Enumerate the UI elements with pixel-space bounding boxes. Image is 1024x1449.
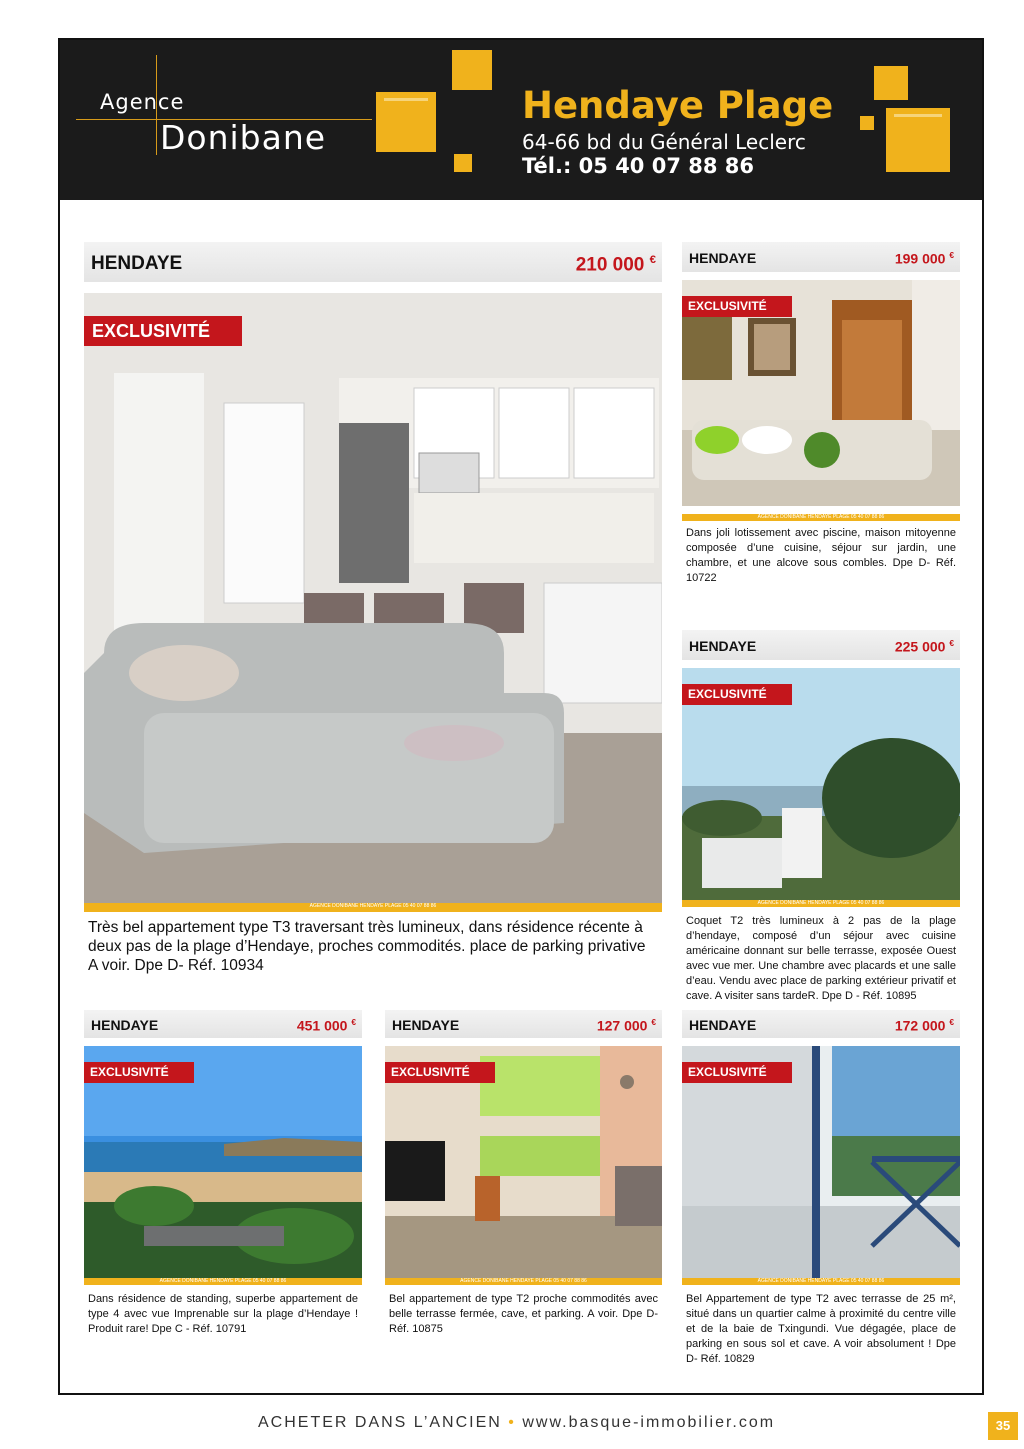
listing-bar	[84, 242, 662, 282]
photo-credit: AGENCE DONIBANE HENDAYE PLAGE 05 40 07 88 86	[385, 1278, 662, 1285]
listing-card[interactable]	[682, 1010, 960, 1380]
exclusivity-badge: EXCLUSIVITÉ	[84, 1062, 194, 1083]
listing-price: 127 000 €	[596, 1017, 656, 1034]
listing-description: Coquet T2 très lumineux à 2 pas de la plage d’hendaye, composé d’un séjour avec cuisine américaine donnant sur belle terrasse, exposée Ouest avec vue mer. Une chambre avec placards et une salle d’eau. Vendu avec place de parking extérieur privatif et cave. A visiter sans tardeR. Dpe D - Réf. 10895	[686, 915, 956, 1002]
office-phone: Tél.: 05 40 07 88 86	[522, 154, 755, 178]
listing-description: Très bel appartement type T3 traversant très lumineux, dans résidence récente à deux pas de la plage d’Hendaye, proches commodités. place de parking privative A voir. Dpe D- Réf. 10934	[88, 919, 646, 974]
photo-credit: AGENCE DONIBANE HENDAYE PLAGE 05 40 07 88 86	[682, 514, 960, 521]
listing-price: 451 000 €	[296, 1017, 356, 1034]
listing-city: HENDAYE	[689, 638, 757, 654]
listing-photo-beach[interactable]	[84, 1046, 362, 1278]
logo-square-small	[452, 50, 492, 90]
photo-credit: AGENCE DONIBANE HENDAYE PLAGE 05 40 07 88 86	[682, 900, 960, 907]
listing-city: HENDAYE	[392, 1017, 460, 1033]
agency-label: Agence	[100, 90, 185, 114]
listing-photo-kitchen[interactable]	[385, 1046, 662, 1278]
listing-card[interactable]	[84, 1010, 362, 1350]
logo-square-right-small	[874, 66, 908, 100]
exclusivity-badge: EXCLUSIVITÉ	[84, 316, 242, 346]
footer-website-link[interactable]: www.basque-immobilier.com	[522, 1414, 776, 1431]
exclusivity-badge: EXCLUSIVITÉ	[682, 1062, 792, 1083]
listing-card[interactable]	[385, 1010, 662, 1350]
listing-bar	[385, 1010, 662, 1038]
office-address: 64-66 bd du Général Leclerc	[522, 130, 806, 154]
listing-card[interactable]	[682, 630, 960, 1010]
listing-description: Bel appartement de type T2 proche commodités avec belle terrasse fermée, cave, et parking. A voir. Dpe D- Réf. 10875	[389, 1293, 658, 1335]
photo-credit: AGENCE DONIBANE HENDAYE PLAGE 05 40 07 88 86	[84, 1278, 362, 1285]
listing-photo-lounge[interactable]	[682, 280, 960, 506]
listing-bar	[682, 630, 960, 660]
exclusivity-badge: EXCLUSIVITÉ	[385, 1062, 495, 1083]
listing-card[interactable]	[682, 242, 960, 592]
logo-square-right-large	[886, 108, 950, 172]
listing-price: 172 000 €	[894, 1017, 954, 1034]
listing-description: Dans résidence de standing, superbe appartement de type 4 avec vue Imprenable sur la plage d’Hendaye ! Produit rare! Dpe C - Réf. 10791	[88, 1293, 358, 1335]
listing-bar	[682, 242, 960, 272]
listing-price: 199 000 €	[894, 250, 954, 267]
listing-bar	[84, 1010, 362, 1038]
listing-city: HENDAYE	[91, 253, 183, 274]
listing-photo-terrace[interactable]	[682, 1046, 960, 1278]
listing-description: Dans joli lotissement avec piscine, maison mitoyenne composée d’une cuisine, séjour sur jardin, une chambre, et une alcove sous combles. Dpe D- Réf. 10722	[686, 527, 956, 584]
page-number: 35	[988, 1412, 1018, 1440]
agency-header	[60, 40, 982, 200]
photo-credit: AGENCE DONIBANE HENDAYE PLAGE 05 40 07 88 86	[682, 1278, 960, 1285]
listing-bar	[682, 1010, 960, 1038]
footer-tagline-text: ACHETER DANS L’ANCIEN	[258, 1414, 502, 1431]
agency-name: Donibane	[160, 118, 327, 157]
logo-square-tiny	[454, 154, 472, 172]
listing-city: HENDAYE	[91, 1017, 159, 1033]
photo-credit: AGENCE DONIBANE HENDAYE PLAGE 05 40 07 88 86	[84, 903, 662, 912]
logo-square-large	[376, 92, 436, 152]
logo-square-right-tiny	[860, 116, 874, 130]
exclusivity-badge: EXCLUSIVITÉ	[682, 296, 792, 317]
office-title: Hendaye Plage	[522, 84, 834, 127]
listing-city: HENDAYE	[689, 1017, 757, 1033]
listing-description: Bel Appartement de type T2 avec terrasse de 25 m², situé dans un quartier calme à proximité du centre ville et de la baie de Txingundi. Vue dégagée, place de parking en sous sol et cave. A voir absolument ! Dpe D- Réf. 10829	[686, 1293, 956, 1365]
listing-card-main[interactable]	[84, 242, 662, 982]
exclusivity-badge: EXCLUSIVITÉ	[682, 684, 792, 705]
listing-city: HENDAYE	[689, 250, 757, 266]
listing-photo-living-room[interactable]	[84, 293, 662, 903]
listing-photo-seaview[interactable]	[682, 668, 960, 900]
listing-price: 225 000 €	[894, 638, 954, 655]
listing-price: 210 000 €	[575, 254, 656, 276]
footer-bullet: •	[508, 1414, 516, 1431]
footer-tagline	[258, 1414, 775, 1432]
